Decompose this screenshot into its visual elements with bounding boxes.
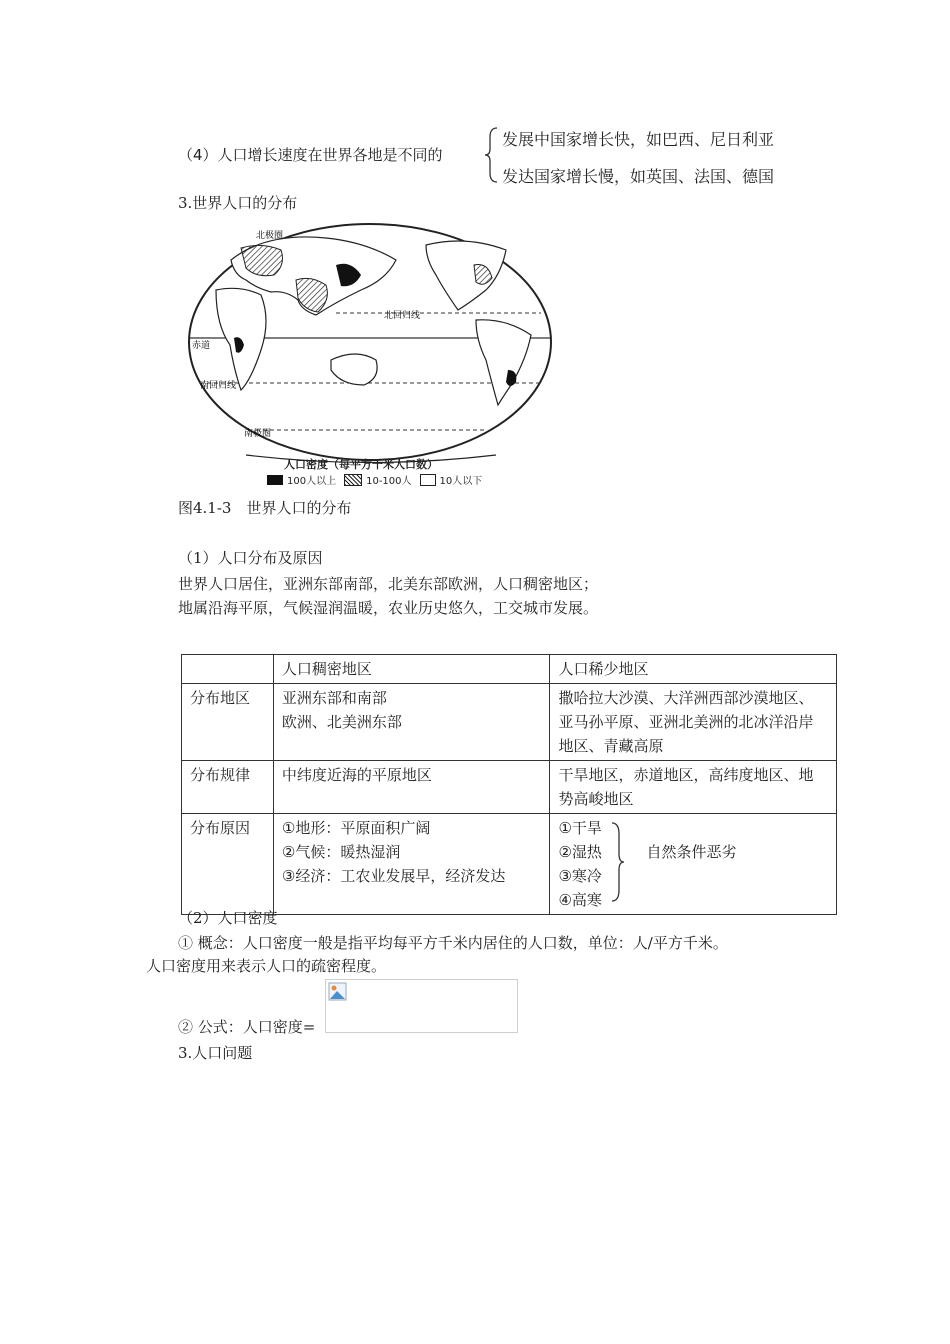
growth-fast: 发展中国家增长快，如巴西、尼日利亚 bbox=[502, 130, 775, 149]
label-tropic-cancer: 北回归线 bbox=[384, 311, 421, 321]
sparse-cell bbox=[550, 684, 837, 761]
sub1-title: （1）人口分布及原因 bbox=[178, 549, 323, 567]
cell-line: 撒哈拉大沙漠、大洋洲西部沙漠地区、 bbox=[558, 689, 814, 707]
row-label: 分布原因 bbox=[182, 814, 274, 915]
cell-line: ①地形：平原面积广阔 bbox=[281, 819, 431, 837]
legend-title: 人口密度（每平方千米人口数） bbox=[284, 458, 438, 471]
legend-item-mid: 10-100人 bbox=[366, 476, 412, 487]
cell-line: 势高峻地区 bbox=[558, 790, 634, 808]
legend-item-low: 10人以下 bbox=[439, 476, 483, 487]
sub1-line1: 世界人口居住，亚洲东部南部，北美东部欧洲，人口稠密地区； bbox=[178, 575, 599, 593]
label-tropic-capricorn: 南回归线 bbox=[200, 381, 237, 391]
cell-line: ③寒冷 bbox=[558, 867, 602, 885]
concept-line1: ① 概念：人口密度一般是指平均每平方千米内居住的人口数，单位：人/平方千米。 bbox=[178, 934, 728, 952]
table-row bbox=[182, 814, 837, 915]
section-problem-title: 3.人口问题 bbox=[178, 1044, 253, 1062]
growth-brace bbox=[484, 125, 500, 185]
dense-cell bbox=[273, 761, 550, 814]
reasons-brace bbox=[610, 820, 626, 904]
cell-line: 欧洲、北美洲东部 bbox=[281, 713, 402, 731]
table-header-cell: 人口稠密地区 bbox=[273, 655, 550, 684]
population-distribution-table bbox=[181, 654, 837, 915]
cell-line: 亚洲东部和南部 bbox=[281, 689, 387, 707]
label-equator: 赤道 bbox=[192, 341, 211, 351]
cell-line: 干旱地区，赤道地区，高纬度地区、地 bbox=[558, 766, 814, 784]
cell-line: ②湿热 bbox=[558, 843, 602, 861]
label-antarctic: 南极圈 bbox=[244, 429, 272, 439]
dense-cell bbox=[273, 684, 550, 761]
table-header-cell: 人口稀少地区 bbox=[550, 655, 837, 684]
broken-image-icon bbox=[328, 982, 348, 1002]
sparse-cell bbox=[550, 761, 837, 814]
formula-label: ② 公式：人口密度= bbox=[178, 1018, 316, 1036]
growth-label: （4）人口增长速度在世界各地是不同的 bbox=[178, 146, 443, 164]
table-header-row bbox=[182, 655, 837, 684]
sparse-cell bbox=[550, 814, 837, 915]
cell-line: ③经济：工农业发展早，经济发达 bbox=[281, 867, 506, 885]
table-row bbox=[182, 684, 837, 761]
figure-caption: 图4.1-3 世界人口的分布 bbox=[178, 499, 352, 517]
cell-line: 地区、青藏高原 bbox=[558, 737, 664, 755]
legend-swatch-low bbox=[420, 474, 436, 486]
row-label: 分布地区 bbox=[182, 684, 274, 761]
table-header-cell bbox=[182, 655, 274, 684]
cell-line: ②气候：暖热湿润 bbox=[281, 843, 401, 861]
dense-cell bbox=[273, 814, 550, 915]
legend-item-high: 100人以上 bbox=[287, 476, 337, 487]
label-arctic: 北极圈 bbox=[256, 231, 284, 241]
cell-line: ①干旱 bbox=[558, 819, 602, 837]
map-legend bbox=[267, 472, 482, 487]
formula-image-placeholder bbox=[325, 979, 518, 1033]
legend-swatch-mid bbox=[344, 474, 362, 486]
cell-line: 中纬度近海的平原地区 bbox=[281, 766, 432, 784]
row-label: 分布规律 bbox=[182, 761, 274, 814]
concept-line2: 人口密度用来表示人口的疏密程度。 bbox=[146, 957, 387, 975]
table-row bbox=[182, 761, 837, 814]
legend-swatch-high bbox=[267, 475, 283, 485]
sub2-title: （2）人口密度 bbox=[178, 909, 278, 927]
sub1-line2: 地属沿海平原，气候湿润温暖，农业历史悠久，工交城市发展。 bbox=[178, 599, 599, 617]
growth-slow: 发达国家增长慢，如英国、法国、德国 bbox=[502, 167, 775, 186]
cell-line: ④高寒 bbox=[558, 891, 602, 909]
cell-line: 亚马孙平原、亚洲北美洲的北冰洋沿岸 bbox=[558, 713, 814, 731]
world-population-map bbox=[186, 220, 554, 490]
section-distribution-title: 3.世界人口的分布 bbox=[178, 194, 298, 212]
reasons-summary: 自然条件恶劣 bbox=[646, 843, 737, 861]
